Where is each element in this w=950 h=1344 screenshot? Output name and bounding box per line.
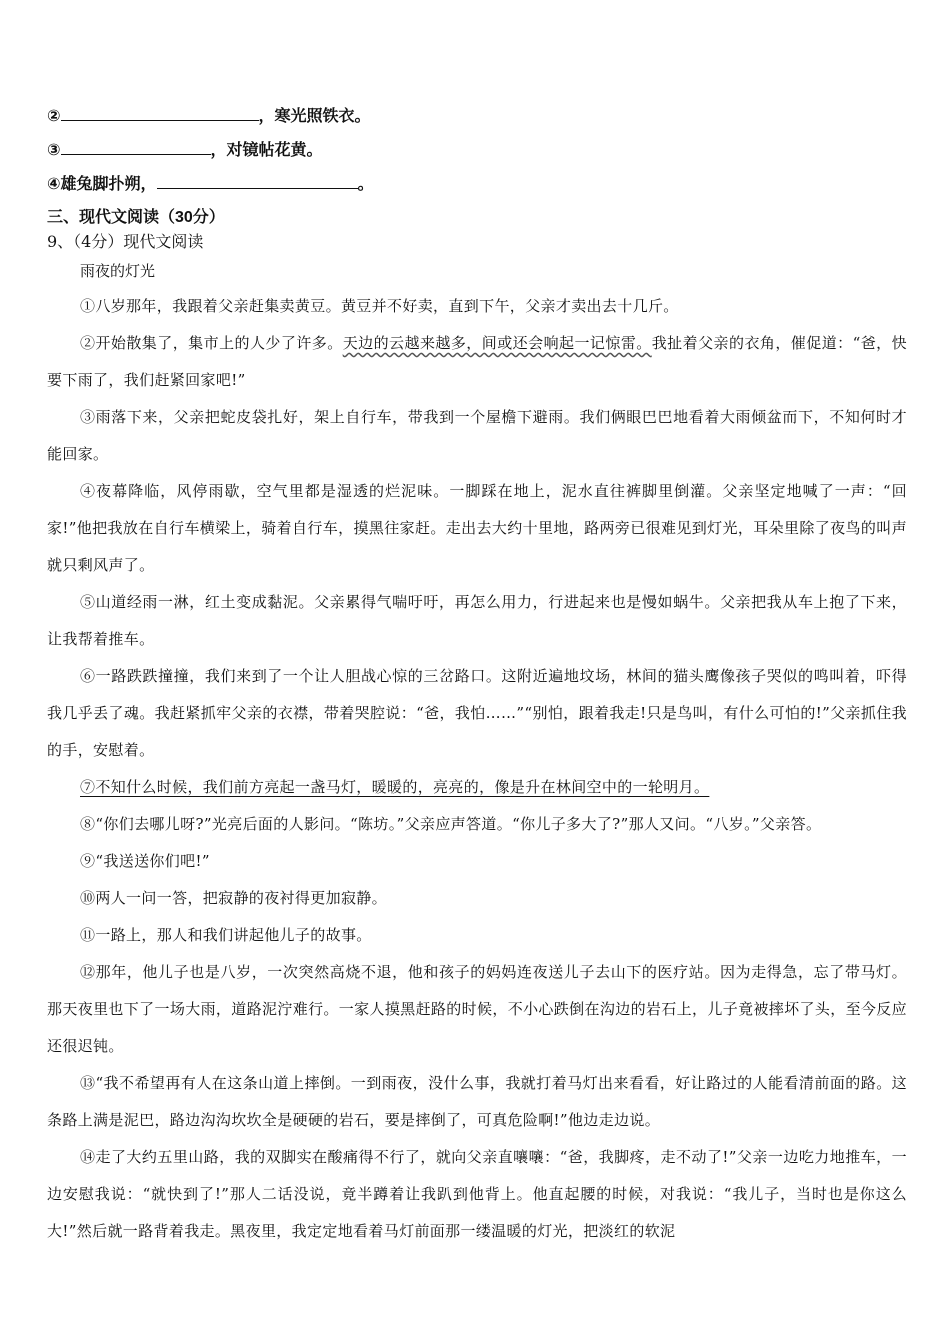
answer-blank[interactable]: [61, 138, 211, 155]
paragraph-text: 我扯着父亲的衣角，催促道：“爸，快要下雨了，我们赶紧回家吧!”: [47, 334, 907, 389]
paragraph-12: ⑫那年，他儿子也是八岁，一次突然高烧不退，他和孩子的妈妈连夜送儿子去山下的医疗站。因为走得急，忘了带马灯。那天夜里也下了一场大雨，道路泥泞难行。一家人摸黑赶路的时候，不小心跌倒在沟边的岩石上，儿子竟被摔坏了头，至今反应还很迟钝。: [47, 963, 907, 1055]
paragraph-6: ⑥一路跌跌撞撞，我们来到了一个让人胆战心惊的三岔路口。这附近遍地坟场，林间的猫头鹰像孩子哭似的鸣叫着，吓得我几乎丢了魂。我赶紧抓牢父亲的衣襟，带着哭腔说：“爸，我怕……”“别怕，跟着我走!只是鸟叫，有什么可怕的!”父亲抓住我的手，安慰着。: [47, 667, 907, 759]
paragraph-1: ①八岁那年，我跟着父亲赶集卖黄豆。黄豆并不好卖，直到下午，父亲才卖出去十几斤。: [80, 297, 679, 315]
underlined-sentence: ⑦不知什么时候，我们前方亮起一盏马灯，暖暖的，亮亮的，像是升在林间空中的一轮明月。: [80, 778, 710, 796]
wavy-underlined-sentence: 天边的云越来越多，间或还会响起一记惊雷。: [342, 334, 652, 352]
paragraph-3: ③雨落下来，父亲把蛇皮袋扎好，架上自行车，带我到一个屋檐下避雨。我们俩眼巴巴地看着大雨倾盆而下，不知何时才能回家。: [47, 408, 907, 463]
article-body: [47, 288, 907, 1250]
paragraph-4: ④夜幕降临，风停雨歇，空气里都是湿透的烂泥味。一脚踩在地上，泥水直往裤脚里倒灌。父亲坚定地喊了一声：“回家!”他把我放在自行车横梁上，骑着自行车，摸黑往家赶。走出去大约十里地，路两旁已很难见到灯光，耳朵里除了夜鸟的叫声就只剩风声了。: [47, 482, 907, 574]
paragraph-14: ⑭走了大约五里山路，我的双脚实在酸痛得不行了，就向父亲直嚷嚷：“爸，我脚疼，走不动了!”父亲一边吃力地推车，一边安慰我说：“就快到了!”那人二话没说，竟半蹲着让我趴到他背上。他直起腰的时候，对我说：“我儿子，当时也是你这么大!”然后就一路背着我走。黑夜里，我定定地看着马灯前面那一缕温暖的灯光，把淡红的软泥: [47, 1148, 907, 1240]
paragraph-10: ⑩两人一问一答，把寂静的夜衬得更加寂静。: [80, 889, 388, 907]
article-title: 雨夜的灯光: [80, 262, 156, 280]
paragraph-5: ⑤山道经雨一淋，红土变成黏泥。父亲累得气喘吁吁，再怎么用力，行进起来也是慢如蜗牛。父亲把我从车上抱了下来，让我帮着推车。: [47, 593, 907, 648]
paragraph-9: ⑨“我送送你们吧!”: [80, 852, 210, 870]
answer-blank[interactable]: [61, 104, 259, 121]
paragraph-11: ⑪一路上，那人和我们讲起他儿子的故事。: [80, 926, 372, 944]
paragraph-2: [47, 325, 907, 399]
paragraph-8: ⑧“你们去哪儿呀?”光亮后面的人影问。“陈坊。”父亲应声答道。“你儿子多大了?”那人又问。“八岁。”父亲答。: [80, 815, 822, 833]
answer-blank[interactable]: [157, 172, 358, 189]
fill-item-text: 。: [357, 176, 374, 193]
fill-item-text: ④雄兔脚扑朔，: [47, 176, 157, 193]
paragraph-text: ②开始散集了，集市上的人少了许多。: [80, 334, 343, 352]
section-title: 三、现代文阅读（30分）: [47, 209, 225, 226]
fill-blank-item-4: [47, 171, 374, 194]
question-heading: 9、（4分）现代文阅读: [47, 232, 204, 251]
fill-item-text: ，寒光照铁衣。: [258, 108, 371, 125]
paragraph-13: ⑬“我不希望再有人在这条山道上摔倒。一到雨夜，没什么事，我就打着马灯出来看看，好让路过的人能看清前面的路。这条路上满是泥巴，路边沟沟坎坎全是硬硬的岩石，要是摔倒了，可真危险啊!”他边走边说。: [47, 1074, 907, 1129]
fill-item-number: ③: [47, 142, 61, 159]
fill-item-text: ，对镜帖花黄。: [210, 142, 323, 159]
paragraph-7: [47, 769, 907, 806]
fill-item-number: ②: [47, 108, 61, 125]
fill-blank-item-3: [47, 137, 323, 160]
fill-blank-item-2: [47, 103, 371, 126]
